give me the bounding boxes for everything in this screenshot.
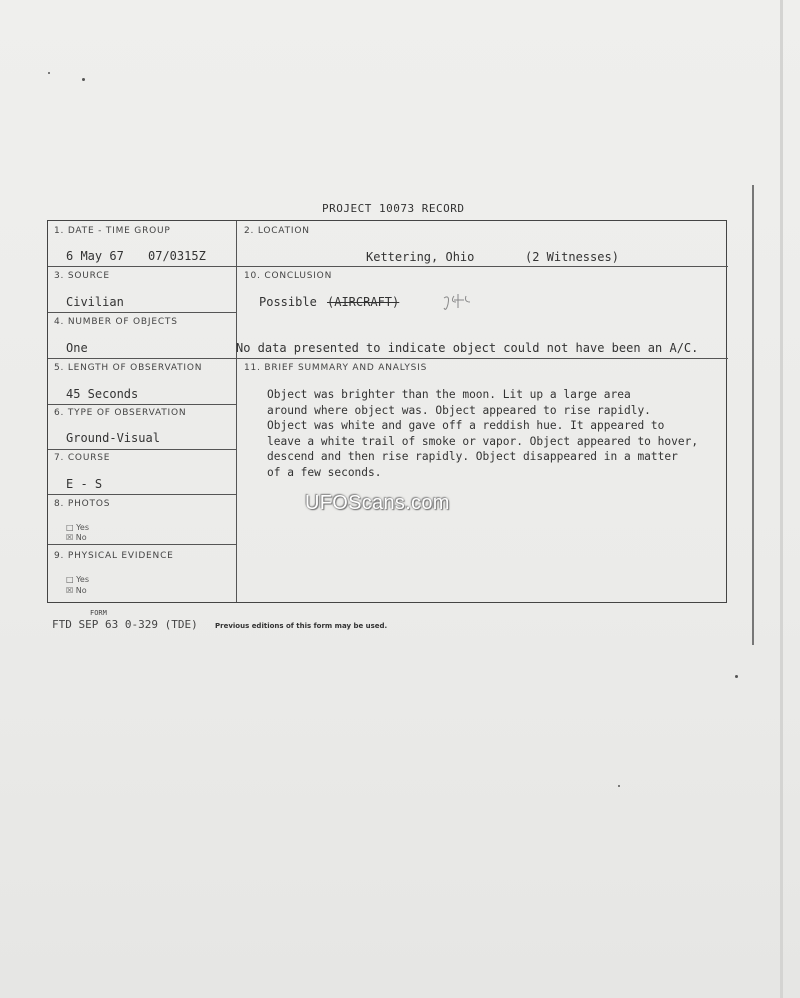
form-number-text: FTD SEP 63 0-329 (TDE) — [52, 618, 198, 631]
page-edge-shadow — [780, 0, 783, 998]
date-time-label: 1. DATE - TIME GROUP — [54, 226, 171, 236]
summary-line: descend and then rise rapidly. Object disappeared in a matter — [267, 450, 678, 463]
summary-line: Object was white and gave off a reddish hue. It appeared to — [267, 419, 665, 432]
record-form — [47, 220, 727, 603]
location-label: 2. LOCATION — [244, 226, 310, 236]
time-value: 07/0315Z — [148, 249, 206, 263]
number-of-objects-label: 4. NUMBER OF OBJECTS — [54, 317, 178, 327]
course-value: E - S — [66, 477, 103, 491]
type-of-observation-label: 6. TYPE OF OBSERVATION — [54, 408, 187, 418]
record-title: PROJECT 10073 RECORD — [322, 202, 465, 215]
row-divider — [236, 266, 728, 267]
course-label: 7. COURSE — [54, 453, 111, 463]
photos-no-label: No — [75, 533, 87, 542]
conclusion-prefix: Possible — [259, 295, 317, 309]
number-of-objects-value: One — [66, 341, 88, 355]
scan-speck — [48, 72, 50, 74]
handwritten-initials-mark — [440, 292, 484, 314]
column-divider — [236, 221, 237, 602]
summary-line: leave a white trail of smoke or vapor. Object appeared to hover, — [267, 434, 699, 448]
source-label: 3. SOURCE — [54, 271, 110, 281]
conclusion-label: 10. CONCLUSION — [244, 271, 333, 281]
summary-text — [267, 387, 717, 480]
photos-no-option: ☒ No — [66, 533, 87, 542]
physical-evidence-no-label: No — [75, 586, 87, 595]
row-divider — [48, 544, 236, 545]
physical-evidence-yes-option: □ Yes — [66, 575, 90, 584]
watermark: UFOScans.com — [305, 492, 450, 514]
type-of-observation-value: Ground-Visual — [66, 431, 160, 445]
form-number — [52, 609, 198, 631]
row-divider — [48, 358, 236, 359]
row-divider — [48, 312, 236, 313]
scan-speck — [618, 785, 620, 787]
physical-evidence-label: 9. PHYSICAL EVIDENCE — [54, 551, 174, 561]
photos-label: 8. PHOTOS — [54, 499, 111, 509]
conclusion-struck-value: (AIRCRAFT) — [327, 295, 400, 309]
summary-line: around where object was. Object appeared to rise rapidly. — [267, 403, 651, 417]
row-divider — [48, 266, 236, 267]
location-value: Kettering, Ohio — [366, 250, 475, 264]
footer-note: Previous editions of this form may be used. — [215, 622, 388, 630]
row-divider — [48, 449, 236, 450]
row-divider — [236, 358, 728, 359]
conclusion-note: No data presented to indicate object could not have been an A/C. — [236, 341, 699, 355]
row-divider — [48, 404, 236, 405]
length-of-observation-value: 45 Seconds — [66, 387, 139, 401]
form-word: FORM — [90, 609, 107, 617]
summary-label: 11. BRIEF SUMMARY AND ANALYSIS — [244, 363, 428, 373]
source-value: Civilian — [66, 295, 124, 309]
physical-evidence-yes-label: Yes — [76, 575, 90, 584]
physical-evidence-no-option: ☒ No — [66, 586, 87, 595]
date-value: 6 May 67 — [66, 249, 124, 263]
row-divider — [48, 494, 236, 495]
scan-speck — [735, 675, 738, 678]
length-of-observation-label: 5. LENGTH OF OBSERVATION — [54, 363, 203, 373]
witnesses-value: (2 Witnesses) — [525, 250, 619, 264]
page-edge-line — [752, 185, 754, 645]
photos-yes-label: Yes — [76, 523, 90, 532]
photos-yes-option: □ Yes — [66, 523, 90, 532]
summary-line: Object was brighter than the moon. Lit up a large area — [267, 388, 631, 401]
scan-speck — [82, 78, 85, 81]
summary-line: of a few seconds. — [267, 465, 382, 479]
